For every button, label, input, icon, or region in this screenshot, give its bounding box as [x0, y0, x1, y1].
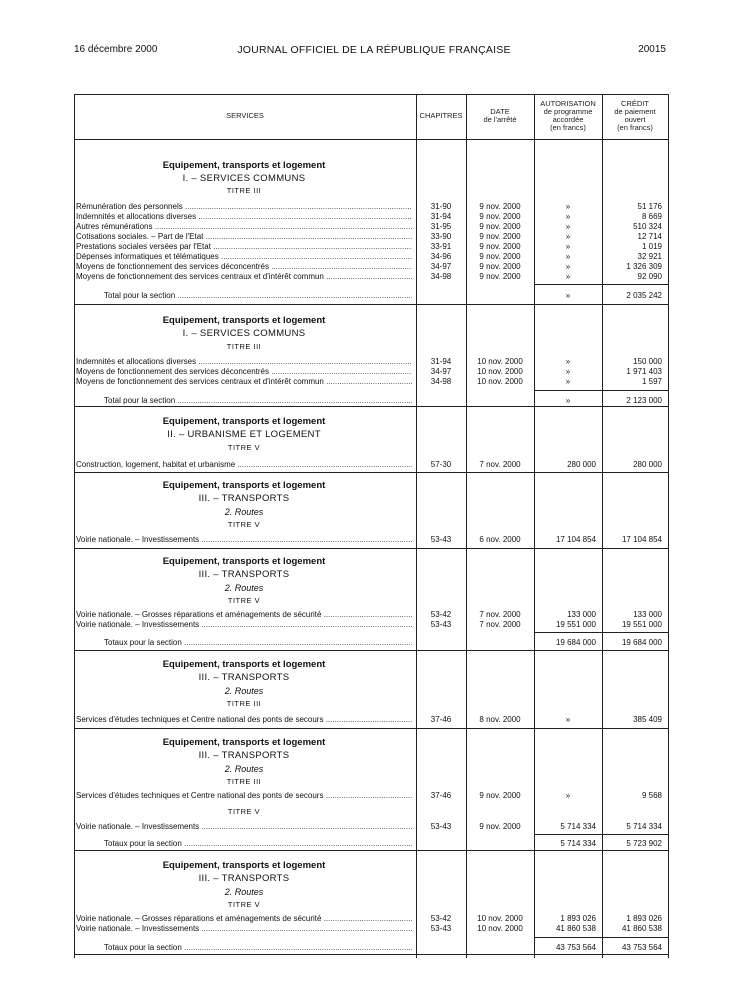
- row-date: 9 nov. 2000: [479, 232, 521, 241]
- row-chapitre: 34-96: [430, 252, 452, 261]
- table-right-border: [668, 94, 669, 958]
- row-autorisation: »: [565, 791, 571, 800]
- page-date: 16 décembre 2000: [74, 44, 158, 55]
- section-heading-subservice: 2. Routes: [224, 887, 264, 897]
- row-label: Indemnités et allocations diverses .....: [76, 212, 412, 222]
- col-header-ap-line: de programme: [543, 107, 593, 116]
- section-separator: [74, 406, 669, 407]
- row-credit: 19 684 000: [621, 638, 662, 647]
- subtotal-rule: [534, 937, 669, 938]
- section-heading-ministry: Equipement, transports et logement: [162, 315, 326, 326]
- section-separator: [74, 850, 669, 851]
- row-chapitre: 31-95: [430, 222, 452, 231]
- col-header-date-line: de l'arrêté: [483, 115, 517, 124]
- section-heading-titre: TITRE III: [226, 342, 262, 351]
- row-date: 9 nov. 2000: [479, 202, 521, 211]
- subtotal-rule: [534, 390, 669, 391]
- section-separator: [74, 954, 669, 955]
- section-separator: [74, 304, 669, 305]
- row-credit: 5 723 902: [626, 839, 662, 848]
- col-header-ap-line: accordée: [552, 115, 584, 124]
- row-date: 9 nov. 2000: [479, 822, 521, 831]
- section-heading-ministry: Equipement, transports et logement: [162, 480, 326, 491]
- row-label: Construction, logement, habitat et urbanisme .....: [76, 460, 412, 470]
- section-separator: [74, 472, 669, 473]
- row-autorisation: »: [565, 212, 571, 221]
- row-autorisation: »: [565, 272, 571, 281]
- table-top-border: [74, 94, 669, 95]
- section-heading-service: III. – TRANSPORTS: [198, 569, 290, 580]
- section-heading-titre: TITRE V: [227, 520, 261, 529]
- row-credit: 150 000: [633, 357, 662, 366]
- row-date: 10 nov. 2000: [477, 367, 523, 376]
- row-chapitre: 57-30: [430, 460, 452, 469]
- row-date: 7 nov. 2000: [479, 610, 521, 619]
- row-label: Moyens de fonctionnement des services déconcentrés .....: [76, 262, 412, 272]
- credits-table: [74, 94, 669, 958]
- row-date: 7 nov. 2000: [479, 460, 521, 469]
- row-autorisation: 41 860 538: [555, 924, 596, 933]
- total-label: Totaux pour la section .....: [104, 638, 412, 648]
- journal-title: JOURNAL OFFICIEL DE LA RÉPUBLIQUE FRANÇAISE: [237, 44, 511, 56]
- row-label: Moyens de fonctionnement des services centraux et d'intérêt commun .....: [76, 377, 412, 387]
- row-chapitre: 53-42: [430, 914, 452, 923]
- row-autorisation: »: [565, 367, 571, 376]
- section-heading-ministry: Equipement, transports et logement: [162, 860, 326, 871]
- row-label: Moyens de fonctionnement des services déconcentrés .....: [76, 367, 412, 377]
- row-chapitre: 31-90: [430, 202, 452, 211]
- section-heading-titre: TITRE V: [227, 807, 261, 816]
- row-credit: 9 568: [641, 791, 662, 800]
- row-chapitre: 34-97: [430, 262, 452, 271]
- row-autorisation: 5 714 334: [560, 822, 596, 831]
- section-heading-service: I. – SERVICES COMMUNS: [182, 173, 306, 184]
- section-heading-service: II. – URBANISME ET LOGEMENT: [167, 429, 321, 440]
- col-header-cp-line: ouvert: [624, 115, 646, 124]
- col-header-cp-line: CRÉDIT: [621, 99, 649, 108]
- row-chapitre: 31-94: [430, 357, 452, 366]
- page-number: 20015: [638, 44, 666, 55]
- section-heading-titre: TITRE V: [227, 596, 261, 605]
- row-label: Voirie nationale. – Investissements .....: [76, 924, 412, 934]
- row-autorisation: »: [565, 715, 571, 724]
- subtotal-rule: [534, 284, 669, 285]
- row-autorisation: »: [565, 396, 571, 405]
- subtotal-rule: [534, 632, 669, 633]
- row-credit: 43 753 564: [621, 943, 662, 952]
- section-heading-ministry: Equipement, transports et logement: [162, 416, 326, 427]
- row-credit: 41 860 538: [621, 924, 662, 933]
- section-heading-ministry: Equipement, transports et logement: [162, 556, 326, 567]
- section-heading-service: III. – TRANSPORTS: [198, 493, 290, 504]
- row-date: 9 nov. 2000: [479, 252, 521, 261]
- row-autorisation: »: [565, 202, 571, 211]
- col-header-autorisation: [534, 100, 602, 132]
- row-credit: 2 035 242: [626, 291, 662, 300]
- row-autorisation: 19 551 000: [555, 620, 596, 629]
- row-date: 9 nov. 2000: [479, 222, 521, 231]
- row-date: 6 nov. 2000: [479, 535, 521, 544]
- row-credit: 51 176: [637, 202, 662, 211]
- section-heading-service: III. – TRANSPORTS: [198, 750, 290, 761]
- row-label: Voirie nationale. – Grosses réparations et aménagements de sécurité .....: [76, 914, 412, 924]
- row-date: 9 nov. 2000: [479, 262, 521, 271]
- row-label: Moyens de fonctionnement des services centraux et d'intérêt commun .....: [76, 272, 412, 282]
- row-date: 9 nov. 2000: [479, 242, 521, 251]
- row-credit: 1 326 309: [626, 262, 662, 271]
- row-autorisation: 280 000: [567, 460, 596, 469]
- row-date: 10 nov. 2000: [477, 924, 523, 933]
- row-date: 7 nov. 2000: [479, 620, 521, 629]
- row-credit: 1 019: [641, 242, 662, 251]
- subtotal-rule: [534, 834, 669, 835]
- row-autorisation: »: [565, 252, 571, 261]
- row-credit: 1 971 403: [626, 367, 662, 376]
- section-heading-titre: TITRE V: [227, 900, 261, 909]
- row-label: Voirie nationale. – Investissements .....: [76, 535, 412, 545]
- row-credit: 19 551 000: [621, 620, 662, 629]
- row-credit: 385 409: [633, 715, 662, 724]
- row-credit: 32 921: [637, 252, 662, 261]
- row-date: 8 nov. 2000: [479, 715, 521, 724]
- row-chapitre: 53-42: [430, 610, 452, 619]
- section-heading-ministry: Equipement, transports et logement: [162, 160, 326, 171]
- section-heading-subservice: 2. Routes: [224, 686, 264, 696]
- row-credit: 1 597: [641, 377, 662, 386]
- row-credit: 12 714: [637, 232, 662, 241]
- row-date: 10 nov. 2000: [477, 357, 523, 366]
- row-credit: 17 104 854: [621, 535, 662, 544]
- row-autorisation: 133 000: [567, 610, 596, 619]
- col-header-credit: [602, 100, 668, 132]
- total-label: Total pour la section .....: [104, 291, 412, 301]
- section-heading-subservice: 2. Routes: [224, 507, 264, 517]
- row-autorisation: 43 753 564: [555, 943, 596, 952]
- row-autorisation: »: [565, 357, 571, 366]
- col-header-ap-line: AUTORISATION: [540, 99, 596, 108]
- row-date: 10 nov. 2000: [477, 377, 523, 386]
- total-label: Total pour la section .....: [104, 396, 412, 406]
- row-autorisation: 5 714 334: [560, 839, 596, 848]
- row-date: 9 nov. 2000: [479, 791, 521, 800]
- total-label: Totaux pour la section .....: [104, 943, 412, 953]
- row-chapitre: 34-98: [430, 272, 452, 281]
- row-chapitre: 53-43: [430, 535, 452, 544]
- section-heading-titre: TITRE III: [226, 699, 262, 708]
- col-header-cp-line: de paiement: [614, 107, 656, 116]
- section-heading-ministry: Equipement, transports et logement: [162, 737, 326, 748]
- section-separator: [74, 548, 669, 549]
- row-chapitre: 33-91: [430, 242, 452, 251]
- row-chapitre: 37-46: [430, 715, 452, 724]
- row-credit: 5 714 334: [626, 822, 662, 831]
- row-chapitre: 53-43: [430, 924, 452, 933]
- row-chapitre: 53-43: [430, 620, 452, 629]
- section-heading-ministry: Equipement, transports et logement: [162, 659, 326, 670]
- section-heading-service: III. – TRANSPORTS: [198, 873, 290, 884]
- row-label: Voirie nationale. – Grosses réparations et aménagements de sécurité .....: [76, 610, 412, 620]
- row-credit: 510 324: [633, 222, 662, 231]
- section-heading-titre: TITRE III: [226, 777, 262, 786]
- section-heading-service: I. – SERVICES COMMUNS: [182, 328, 306, 339]
- row-autorisation: »: [565, 262, 571, 271]
- header-bottom-border: [74, 139, 669, 140]
- row-label: Services d'études techniques et Centre national des ponts de secours .....: [76, 791, 412, 801]
- row-label: Prestations sociales versées par l'Etat .....: [76, 242, 412, 252]
- col-header-ap-line: (en francs): [550, 123, 586, 132]
- row-autorisation: »: [565, 377, 571, 386]
- col-header-services: SERVICES: [226, 111, 264, 120]
- section-heading-subservice: 2. Routes: [224, 764, 264, 774]
- row-credit: 2 123 000: [626, 396, 662, 405]
- row-label: Cotisations sociales. – Part de l'Etat .....: [76, 232, 412, 242]
- row-label: Indemnités et allocations diverses .....: [76, 357, 412, 367]
- section-heading-service: III. – TRANSPORTS: [198, 672, 290, 683]
- row-label: Services d'études techniques et Centre national des ponts de secours .....: [76, 715, 412, 725]
- row-date: 10 nov. 2000: [477, 914, 523, 923]
- row-chapitre: 53-43: [430, 822, 452, 831]
- row-autorisation: 1 893 026: [560, 914, 596, 923]
- row-credit: 92 090: [637, 272, 662, 281]
- section-heading-subservice: 2. Routes: [224, 583, 264, 593]
- section-separator: [74, 650, 669, 651]
- section-separator: [74, 728, 669, 729]
- total-label: Totaux pour la section .....: [104, 839, 412, 849]
- row-credit: 280 000: [633, 460, 662, 469]
- row-autorisation: »: [565, 232, 571, 241]
- row-chapitre: 34-97: [430, 367, 452, 376]
- col-header-date: [466, 108, 534, 124]
- row-autorisation: »: [565, 242, 571, 251]
- row-autorisation: »: [565, 291, 571, 300]
- row-label: Autres rémunérations .....: [76, 222, 412, 232]
- row-label: Rémunération des personnels .....: [76, 202, 412, 212]
- row-autorisation: »: [565, 222, 571, 231]
- row-autorisation: 19 684 000: [555, 638, 596, 647]
- row-date: 9 nov. 2000: [479, 272, 521, 281]
- row-credit: 1 893 026: [626, 914, 662, 923]
- col-header-cp-line: (en francs): [617, 123, 653, 132]
- row-date: 9 nov. 2000: [479, 212, 521, 221]
- col-header-date-line: DATE: [490, 107, 510, 116]
- row-chapitre: 37-46: [430, 791, 452, 800]
- row-credit: 133 000: [633, 610, 662, 619]
- row-autorisation: 17 104 854: [555, 535, 596, 544]
- section-heading-titre: TITRE III: [226, 186, 262, 195]
- row-label: Voirie nationale. – Investissements .....: [76, 620, 412, 630]
- col-header-chapitres: CHAPITRES: [419, 111, 463, 120]
- row-label: Dépenses informatiques et télématiques .....: [76, 252, 412, 262]
- row-chapitre: 34-98: [430, 377, 452, 386]
- row-credit: 8 669: [641, 212, 662, 221]
- row-chapitre: 33-90: [430, 232, 452, 241]
- row-chapitre: 31-94: [430, 212, 452, 221]
- row-label: Voirie nationale. – Investissements .....: [76, 822, 412, 832]
- section-heading-titre: TITRE V: [227, 443, 261, 452]
